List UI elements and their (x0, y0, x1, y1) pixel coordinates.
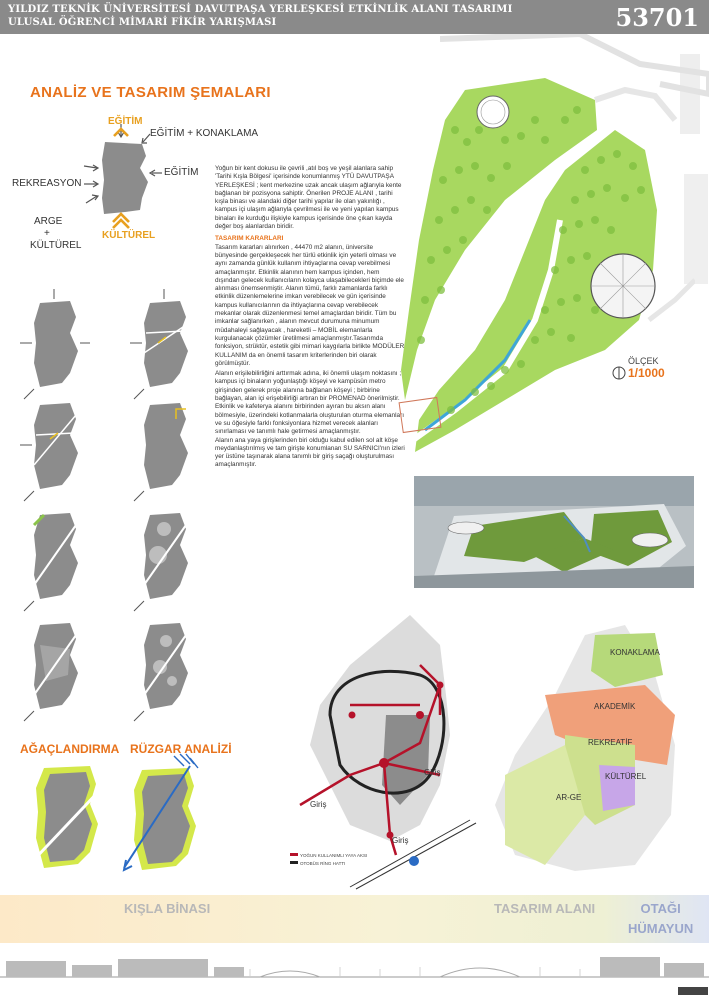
entrance-label-3: Giriş (392, 836, 409, 845)
zone-label-akademik: AKADEMİK (594, 702, 636, 711)
zone-label-rekreatif: REKREATİF (588, 738, 633, 747)
label-otagi-humayun (628, 899, 693, 939)
paragraph-1: Tasarım kararları alınırken , 44470 m2 alanın, üniversite bünyesinde gerçekleşecek her türlü etkinlik için yeterli olması ve aynı zamanda günlük kullanım ihtiyaçlarına cevap verebilmesi amaçlanmıştır. Etkinlik alanının hem kampus içinden, hem dışından gelecek kullanıcıların kolayca ulaşabilecekleri biçimde ele alınması önemsenmiştir. Alanın tümü, farklı zamanlarda farklı etkinlik düzenlemelerine imkan verebilecek ve gün içerisinde kampus kullanıcılarının da ihtiyaçlarına cevap verebilecek mekanlar olarak düzenlenmesi temel amaçlardan biridir. Tüm bu imkanlar sağlanırken , alanın mevcut durumuna minumum müdahaleyi sağlayacak , hareketli – MOBİL elemanlarla kurgulanacak çözümler üretilmesi amaçlanmıştır.Tasarımda fonksiyon, strüktür, estetik gibi mimari kaygılarla birlikte MODÜLER KULLANIM da en önemli tasarım kriterlerinden biri olarak görülmüştür. (215, 243, 405, 367)
label-tasarim-alani: TASARIM ALANI (494, 901, 596, 916)
zone-label-arge: AR-GE (556, 793, 582, 802)
paragraph-3: Alanın ana yaya girişlerinden biri olduğu kabul edilen sol alt köşe meydanlaştırılmış ve tam girişte konumlanan SU SARNICI'nın izleri yer üstüne taşınarak alana tanımlı bir giriş saçağı oluşturulması amaçlanmıştır. (215, 436, 405, 469)
section-title: ANALİZ VE TASARIM ŞEMALARI (30, 84, 271, 101)
header-bar (0, 0, 709, 34)
analysis-diagrams-grid (0, 285, 210, 725)
legend-pedestrian: YOĞUN KULLANIMLI YAYA AKSI (300, 853, 368, 858)
site-section (0, 943, 709, 1000)
wind-analysis-diagram (118, 752, 218, 882)
zoning-map (495, 615, 705, 885)
label-kulturel-bottom: KÜLTÜREL (102, 230, 156, 241)
scale-block (614, 356, 665, 380)
tree-planting-title: AĞAÇLANDIRMA (20, 742, 120, 756)
entrance-label-1: Giriş (424, 768, 441, 777)
label-kulturel-left: KÜLTÜREL (30, 240, 82, 251)
perspective-render (414, 476, 694, 588)
label-arge: ARGE (34, 216, 63, 227)
site-plan (395, 70, 695, 490)
design-decisions-title: TASARIM KARARLARI (215, 235, 284, 243)
label-plus: + (44, 228, 50, 239)
campus-route-map (290, 605, 485, 890)
label-egitim-konaklama: EĞİTİM + KONAKLAMA (150, 128, 259, 139)
intro-paragraph: Yoğun bir kent dokusu ile çevrili ,atıl boş ve yeşil alanlara sahip 'Tarihi Kışla Bölgesi' içerisinde konumlanmış YTÜ DAVUTPAŞA YERLEŞKESİ ; kent merkezine uzak ancak ulaşım ağlarıyla kente bağlanan bir pozisyona sahiptir. Önerilen PROJE ALANI , tarihi kışla binası ve alandaki diğer tarihi yapılar ile olan yakınlığı , kampus içi ulaşım ağlarıyla çevrilmesi ile ve yeni yapılan kampus binaları ile kurduğu ilişkiyle kampus içerisinde öne çıkan kayda değer boş alanlardan biridir. (215, 165, 402, 231)
label-egitim-right: EĞİTİM (164, 167, 199, 178)
tree-planting-diagram (20, 760, 120, 880)
scale-label: ÖLÇEK (628, 356, 659, 366)
label-otagi: OTAĞI (640, 901, 681, 916)
title-line-2: ULUSAL ÖĞRENCİ MİMARİ FİKİR YARIŞMASI (8, 17, 277, 28)
bottom-strip (0, 895, 709, 943)
description-text (215, 165, 405, 470)
label-humayun: HÜMAYUN (628, 921, 694, 936)
entry-number: 53701 (615, 3, 699, 32)
wind-analysis-title: RÜZGAR ANALİZİ (130, 742, 232, 756)
zone-label-konaklama: KONAKLAMA (610, 648, 660, 657)
legend-bus-ring: OTOBÜS RİNG HATTI (300, 861, 346, 866)
zone-label-kulturel: KÜLTÜREL (605, 772, 647, 781)
label-kisla-binasi: KIŞLA BİNASI (124, 901, 211, 916)
label-egitim-top: EĞİTİM (108, 116, 143, 127)
entrance-label-2: Giriş (310, 800, 327, 809)
title-line-1: YILDIZ TEKNİK ÜNİVERSİTESİ DAVUTPAŞA YERLEŞKESİ ETKİNLİK ALANI TASARIMI (8, 4, 513, 15)
scale-value: 1/1000 (628, 366, 665, 380)
paragraph-2: Alanın erişilebilirliğini arttırmak adına, iki önemli ulaşım noktasını ; kampus içi binaların yoğunlaştığı köşeyi ve kampüsün metro girişinden gelerek proje alanına bağlanan köşeyi ; birbirine bağlayan, alan içi erişebilirliği artıran bir PROMENAD önerilmiştir. Etkinlik ve kafeterya alanını birbirinden ayıran bu aksın alanı bölmesiyle, üzerindeki kotlanmalarla oluşturulan oturma elemanları ve su öğesiyle farklı fonksiyonlara hizmet verecek alanları sınırlaması ve tanımlı hale getirmesi amaçlanmıştır. (215, 370, 404, 436)
label-rekreasyon: REKREASYON (12, 178, 82, 189)
